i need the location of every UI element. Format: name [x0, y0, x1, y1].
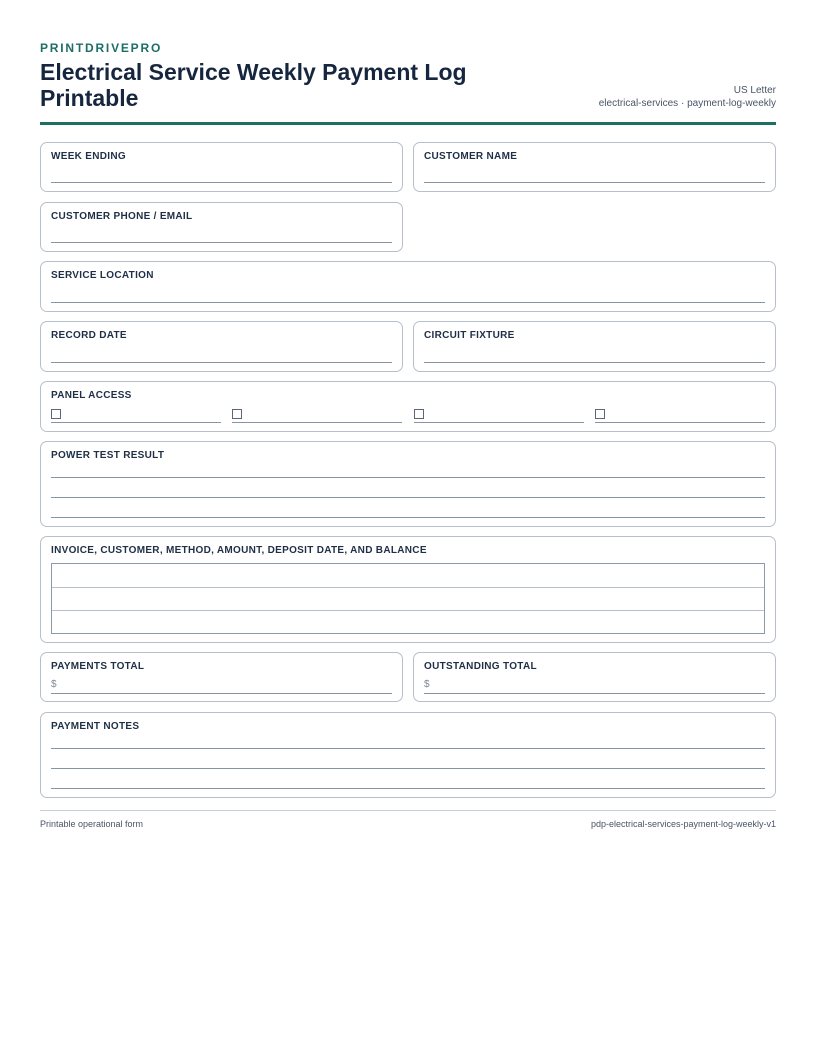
panel-access-option-line-1[interactable] [51, 422, 221, 423]
customer-name-input-line[interactable] [424, 182, 765, 183]
customer-name-field[interactable] [413, 142, 776, 192]
payments-total-label: PAYMENTS TOTAL [51, 661, 145, 672]
power-test-line-3[interactable] [51, 517, 765, 518]
power-test-line-2[interactable] [51, 497, 765, 498]
record-date-label: RECORD DATE [51, 330, 127, 341]
payment-notes-field[interactable] [40, 712, 776, 798]
service-location-field[interactable] [40, 261, 776, 312]
payment-notes-line-1[interactable] [51, 748, 765, 749]
category-path: electrical-services · payment-log-weekly [598, 98, 776, 109]
power-test-result-field[interactable] [40, 441, 776, 527]
circuit-fixture-label: CIRCUIT FIXTURE [424, 330, 515, 341]
service-location-label: SERVICE LOCATION [51, 270, 154, 281]
panel-access-option-line-3[interactable] [414, 422, 584, 423]
panel-access-option-line-4[interactable] [595, 422, 765, 423]
customer-contact-input-line[interactable] [51, 242, 392, 243]
payment-notes-label: PAYMENT NOTES [51, 721, 140, 732]
brand-name: PRINTDRIVEPRO [40, 41, 163, 55]
week-ending-field[interactable] [40, 142, 403, 192]
outstanding-total-input-line[interactable] [424, 693, 765, 694]
panel-access-label: PANEL ACCESS [51, 390, 132, 401]
service-location-input-line[interactable] [51, 302, 765, 303]
panel-access-option-line-2[interactable] [232, 422, 402, 423]
power-test-line-1[interactable] [51, 477, 765, 478]
record-date-field[interactable] [40, 321, 403, 372]
page-title: Electrical Service Weekly Payment Log Printable [40, 59, 467, 111]
header-rule [40, 122, 776, 125]
power-test-result-label: POWER TEST RESULT [51, 450, 165, 461]
payment-notes-line-3[interactable] [51, 788, 765, 789]
panel-access-checkbox-1[interactable] [51, 409, 61, 419]
document-meta [599, 84, 776, 110]
customer-name-label: CUSTOMER NAME [424, 151, 518, 162]
payment-notes-line-2[interactable] [51, 768, 765, 769]
panel-access-field [40, 381, 776, 432]
customer-contact-label: CUSTOMER PHONE / EMAIL [51, 211, 193, 222]
payments-table-section [40, 536, 776, 643]
footer-left-text: Printable operational form [40, 819, 144, 829]
payments-table[interactable] [51, 563, 765, 634]
week-ending-label: WEEK ENDING [51, 151, 126, 162]
outstanding-total-currency: $ [424, 679, 430, 690]
footer-rule [40, 810, 776, 811]
payments-total-currency: $ [51, 679, 57, 690]
record-date-input-line[interactable] [51, 362, 392, 363]
customer-contact-field[interactable] [40, 202, 403, 252]
paper-size: US Letter [733, 85, 776, 96]
table-row-divider [52, 587, 764, 588]
outstanding-total-label: OUTSTANDING TOTAL [424, 661, 537, 672]
panel-access-checkbox-4[interactable] [595, 409, 605, 419]
payments-table-label: INVOICE, CUSTOMER, METHOD, AMOUNT, DEPOSIT DATE, AND BALANCE [51, 545, 427, 556]
outstanding-total-field[interactable] [413, 652, 776, 702]
circuit-fixture-input-line[interactable] [424, 362, 765, 363]
circuit-fixture-field[interactable] [413, 321, 776, 372]
week-ending-input-line[interactable] [51, 182, 392, 183]
table-row-divider [52, 610, 764, 611]
payments-total-input-line[interactable] [51, 693, 392, 694]
panel-access-checkbox-3[interactable] [414, 409, 424, 419]
footer-form-id: pdp-electrical-services-payment-log-weekly-v1 [590, 819, 776, 829]
payments-total-field[interactable] [40, 652, 403, 702]
panel-access-checkbox-2[interactable] [232, 409, 242, 419]
